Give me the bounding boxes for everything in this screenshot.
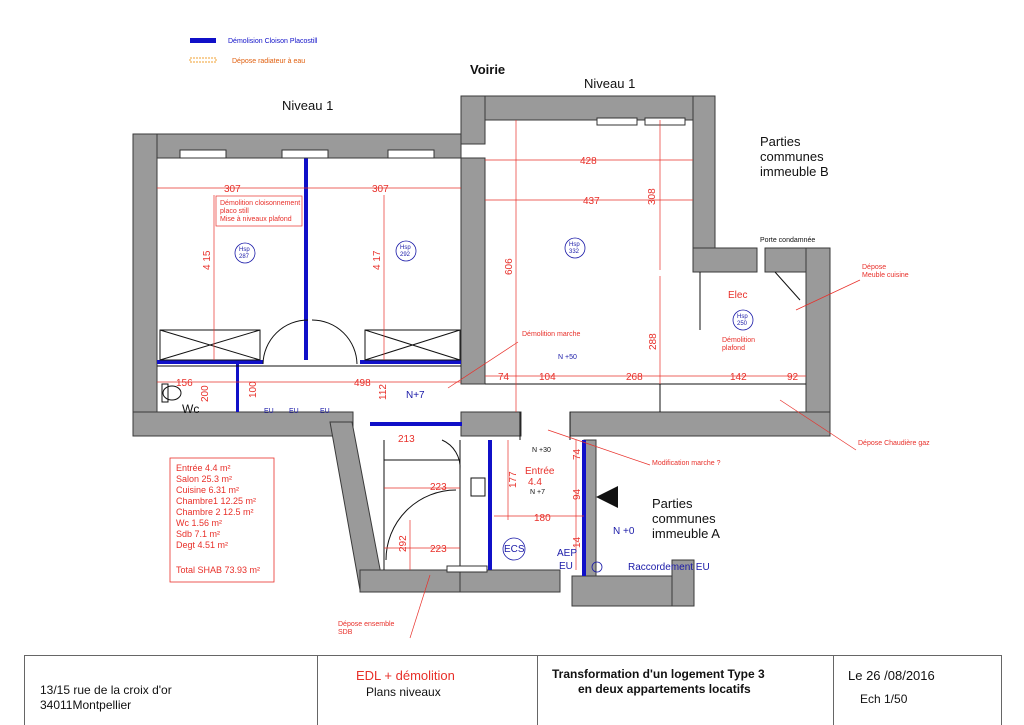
- ecs-label: ECS: [504, 544, 525, 555]
- legend-radiator-label: Dépose radiateur à eau: [232, 58, 306, 65]
- hsp-3-label: Hsp: [569, 242, 580, 248]
- level-label-left: Niveau 1: [282, 98, 334, 113]
- note-chaudiere: Dépose Chaudière gaz: [858, 440, 930, 447]
- eu-label: EU: [559, 561, 573, 572]
- dim-112: 112: [378, 384, 389, 400]
- common-b-line2: communes: [760, 149, 824, 164]
- note-modif-marche: Modification marche ?: [652, 460, 721, 467]
- dim-292: 292: [398, 535, 409, 552]
- elec-label: Elec: [728, 290, 748, 301]
- entry-area-label: 4.4: [528, 477, 542, 488]
- level-n0-label: N +0: [613, 526, 635, 537]
- note-meuble-1: Dépose: [862, 264, 887, 271]
- surface-total: Total SHAB 73.93 m²: [176, 565, 261, 575]
- dim-268: 268: [626, 372, 643, 383]
- dim-415: 4 15: [202, 250, 213, 270]
- note-sdb-1: Dépose ensemble: [338, 621, 395, 628]
- surface-cuisine: Cuisine 6.31 m²: [176, 485, 240, 495]
- dim-308: 308: [647, 188, 658, 205]
- common-b-line1: Parties: [760, 134, 801, 149]
- dim-74b: 74: [572, 448, 583, 460]
- legend-demolition-label: Démolision Cloison Placostill: [228, 38, 318, 45]
- entry-arrow-icon: [596, 486, 618, 508]
- eu-connection-label: Raccordement EU: [628, 562, 710, 573]
- address-line-1: 13/15 rue de la croix d'or: [40, 683, 172, 697]
- common-a-line3: immeuble A: [652, 526, 720, 541]
- title-divider-3: [833, 656, 834, 725]
- note-sdb-2: SDB: [338, 629, 353, 636]
- dim-428: 428: [580, 156, 597, 167]
- hsp-2-value: 292: [400, 252, 411, 258]
- common-a-line1: Parties: [652, 496, 693, 511]
- dim-14: 14: [572, 536, 583, 548]
- eu-mark-2: EU: [289, 408, 299, 415]
- surface-chambre1: Chambre1 12.25 m²: [176, 496, 257, 506]
- note-meuble-2: Meuble cuisine: [862, 272, 909, 279]
- aep-label: AEP: [557, 548, 578, 559]
- hsp-1-value: 287: [239, 254, 250, 260]
- level-n50-label: N +50: [558, 354, 577, 361]
- hsp-4-label: Hsp: [737, 314, 748, 320]
- wc-label: Wc: [182, 402, 200, 416]
- title-divider-1: [317, 656, 318, 725]
- note-demol-marche: Démolition marche: [522, 331, 581, 338]
- dim-437: 437: [583, 196, 600, 207]
- dim-104: 104: [539, 372, 556, 383]
- dim-92: 92: [787, 372, 799, 383]
- common-a-line2: communes: [652, 511, 716, 526]
- edl-label: EDL + démolition: [356, 668, 455, 683]
- dim-223a: 223: [430, 482, 447, 493]
- plans-label: Plans niveaux: [366, 685, 441, 699]
- address-line-2: 34011Montpellier: [40, 698, 132, 712]
- note-demol-plafond-2: plafond: [722, 345, 745, 352]
- common-b-line3: immeuble B: [760, 164, 829, 179]
- title-divider-2: [537, 656, 538, 725]
- level-label-right: Niveau 1: [584, 76, 636, 91]
- legend-radiator-swatch: [190, 58, 216, 62]
- surface-wc: Wc 1.56 m²: [176, 518, 223, 528]
- dim-180: 180: [534, 513, 551, 524]
- dim-177: 177: [508, 471, 519, 488]
- level-n30-label: N +30: [532, 447, 551, 454]
- surface-sdb: Sdb 7.1 m²: [176, 529, 221, 539]
- dim-417: 4 17: [372, 250, 383, 270]
- eu-mark-1: EU: [264, 408, 274, 415]
- street-label: Voirie: [470, 62, 506, 77]
- hsp-1-label: Hsp: [239, 247, 250, 253]
- sink-icon: [471, 478, 485, 496]
- dim-498: 498: [354, 378, 371, 389]
- scale-label: Ech 1/50: [860, 692, 908, 706]
- project-title-1: Transformation d'un logement Type 3: [552, 667, 765, 681]
- note-demol-plafond-1: Démolition: [722, 337, 756, 344]
- dim-307b: 307: [372, 184, 389, 195]
- dim-606: 606: [504, 258, 515, 275]
- hsp-2-label: Hsp: [400, 245, 411, 251]
- dim-288: 288: [648, 333, 659, 350]
- surface-salon: Salon 25.3 m²: [176, 474, 233, 484]
- surface-entree: Entrée 4.4 m²: [176, 463, 231, 473]
- dim-94: 94: [572, 488, 583, 500]
- note-demol-cloison-1: Démolition cloisonnement: [220, 200, 301, 207]
- entry-label: Entrée: [525, 466, 555, 477]
- note-demol-cloison-2: placo still: [220, 208, 249, 215]
- note-demol-cloison-3: Mise à niveaux plafond: [220, 216, 292, 223]
- dim-307a: 307: [224, 184, 241, 195]
- legend-demolition-swatch: [190, 38, 216, 43]
- dim-100: 100: [248, 381, 259, 398]
- dim-156: 156: [176, 378, 193, 389]
- dim-142: 142: [730, 372, 747, 383]
- surface-chambre2: Chambre 2 12.5 m²: [176, 507, 254, 517]
- surface-degt: Degt 4.51 m²: [176, 540, 229, 550]
- hsp-3-value: 332: [569, 249, 580, 255]
- dim-213: 213: [398, 434, 415, 445]
- dim-74a: 74: [498, 372, 510, 383]
- dim-223b: 223: [430, 544, 447, 555]
- eu-mark-3: EU: [320, 408, 330, 415]
- level-n7b-label: N +7: [530, 489, 545, 496]
- level-n7-label: N+7: [406, 390, 425, 401]
- dim-200: 200: [200, 385, 211, 402]
- sealed-door-label: Porte condamnée: [760, 237, 816, 244]
- date-label: Le 26 /08/2016: [848, 668, 935, 683]
- project-title-2: en deux appartements locatifs: [578, 682, 751, 696]
- hsp-4-value: 250: [737, 321, 748, 327]
